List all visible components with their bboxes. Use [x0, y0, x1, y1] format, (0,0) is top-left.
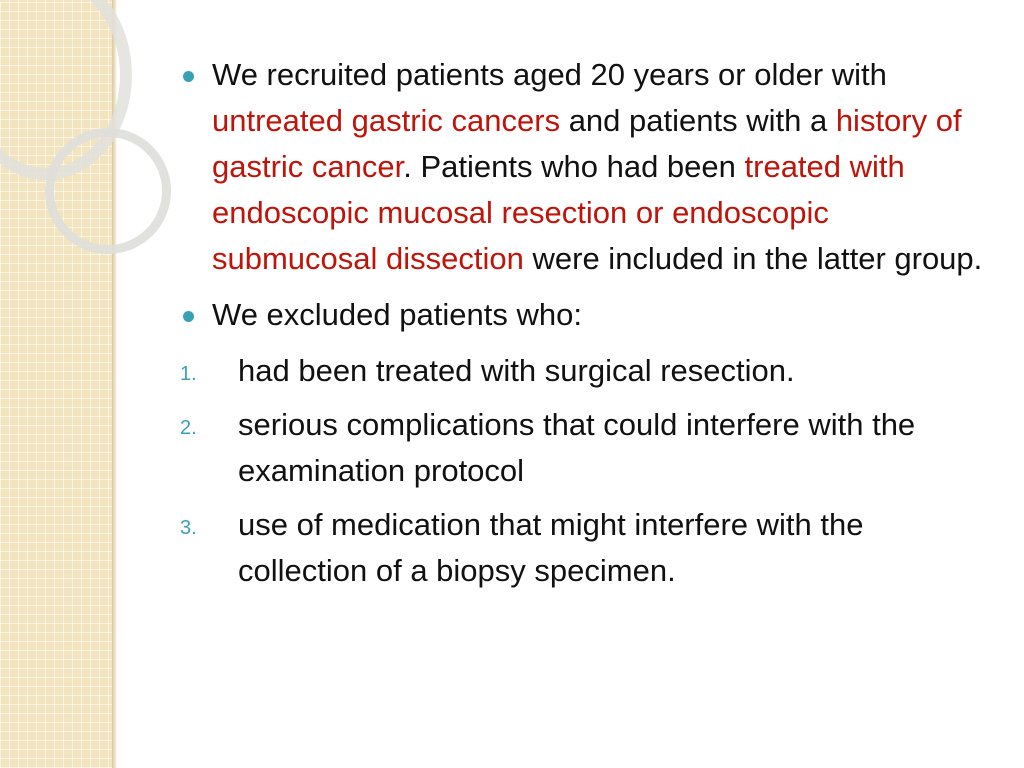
- decorative-ring-small: [45, 128, 171, 254]
- bullet-text: [212, 57, 982, 276]
- highlighted-text-segment: untreated gastric cancers: [212, 103, 561, 138]
- text-segment: We excluded patients who:: [212, 297, 582, 332]
- slide-content: [180, 52, 1000, 602]
- numbered-item: [180, 502, 1000, 594]
- item-text: use of medication that might interfere with the collection of a biopsy specimen.: [238, 507, 864, 588]
- numbered-item: [180, 402, 1000, 494]
- bullet-paragraph-exclusion: [180, 292, 1000, 338]
- text-segment: were included in the latter group.: [523, 241, 983, 276]
- item-number: 3.: [180, 517, 197, 539]
- text-segment: and patients with a: [560, 103, 836, 138]
- item-text: had been treated with surgical resection.: [238, 353, 795, 388]
- bullet-dot-icon: [183, 71, 194, 82]
- numbered-item: [180, 348, 1000, 394]
- highlighted-text-segment: history of gastric cancer: [212, 103, 962, 184]
- highlighted-text-segment: treated with endoscopic mucosal resection or endoscopic submucosal dissection: [212, 149, 905, 276]
- item-number: 1.: [180, 363, 197, 385]
- item-text: serious complications that could interfere with the examination protocol: [238, 407, 916, 488]
- text-segment: We recruited patients aged 20 years or older with: [212, 57, 887, 92]
- bullet-dot-icon: [183, 311, 194, 322]
- text-segment: . Patients who had been: [403, 149, 745, 184]
- item-number: 2.: [180, 417, 197, 439]
- bullet-paragraph-inclusion: [180, 52, 1000, 282]
